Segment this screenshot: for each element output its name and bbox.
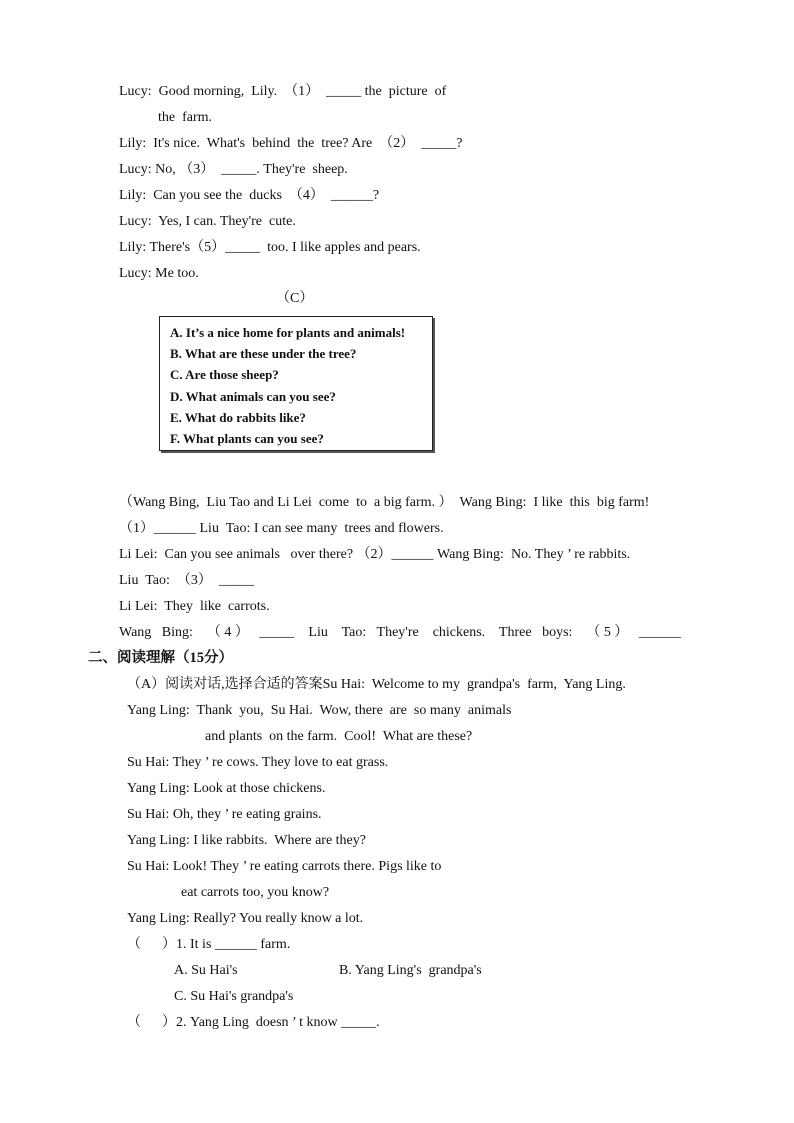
dialogue-line: and plants on the farm. Cool! What are these? [205,729,473,744]
option-a: A. It’s a nice home for plants and animals! [170,325,406,340]
dialogue-line: Yang Ling: I like rabbits. Where are they? [127,833,366,848]
question-1-option-c: C. Su Hai's grandpa's [174,989,294,1004]
dialogue-line: Li Lei: Can you see animals over there? （2）______ Wang Bing: No. They ’ re rabbits. [119,547,631,562]
dialogue-line: Lucy: Good morning, Lily. （1） _____ the picture of [119,84,447,99]
dialogue-line: Li Lei: They like carrots. [119,599,270,614]
dialogue-line: Lucy: No, （3） _____. They're sheep. [119,162,348,177]
dialogue-line: Su Hai: Oh, they ’ re eating grains. [127,807,322,822]
option-e: E. What do rabbits like? [170,409,306,425]
option-c: C. Are those sheep? [170,367,279,383]
dialogue-line: Lily: Can you see the ducks （4） ______? [119,188,380,203]
dialogue-line: Yang Ling: Really? You really know a lot. [127,911,364,926]
option-b: B. What are these under the tree? [170,346,357,362]
dialogue-line: （1）______ Liu Tao: I can see many trees and flowers. [119,521,444,536]
dialogue-line: Su Hai: They ’ re cows. They love to eat grass. [127,755,389,770]
option-d: D. What animals can you see? [170,388,336,404]
dialogue-line: Liu Tao: （3） _____ [119,573,254,588]
question-1-option-b: B. Yang Ling's grandpa's [339,963,482,978]
dialogue-line: Yang Ling: Thank you, Su Hai. Wow, there are so many animals [127,703,512,718]
option-f: F. What plants can you see? [170,431,324,447]
dialogue-line: eat carrots too, you know? [181,885,330,900]
question-1-option-a: A. Su Hai's [174,963,238,978]
dialogue-line: Lucy: Me too. [119,266,199,281]
dialogue-line: Lucy: Yes, I can. They're cute. [119,214,296,229]
section-c-label: （C） [276,291,314,306]
dialogue-line: Lily: It's nice. What's behind the tree? Are （2） _____? [119,136,463,151]
dialogue-line: Wang Bing: （ 4 ） _____ Liu Tao: They're chickens. Three boys: （ 5 ） ______ [119,625,681,640]
section-heading: 二、阅读理解（15分） [88,650,233,666]
options-box [159,316,433,451]
reading-intro: （A）阅读对话,选择合适的答案Su Hai: Welcome to my grandpa's farm, Yang Ling. [127,677,626,692]
question-1: （ ）1. It is ______ farm. [127,937,291,952]
dialogue-line: the farm. [158,110,213,125]
dialogue-line: Su Hai: Look! They ’ re eating carrots there. Pigs like to [127,859,442,874]
dialogue-line: Yang Ling: Look at those chickens. [127,781,326,796]
question-2: （ ）2. Yang Ling doesn ’ t know _____. [127,1015,380,1030]
dialogue-line: Lily: There's（5）_____ too. I like apples and pears. [119,240,421,255]
dialogue-line: （Wang Bing, Liu Tao and Li Lei come to a big farm. ） Wang Bing: I like this big farm! [119,495,650,510]
